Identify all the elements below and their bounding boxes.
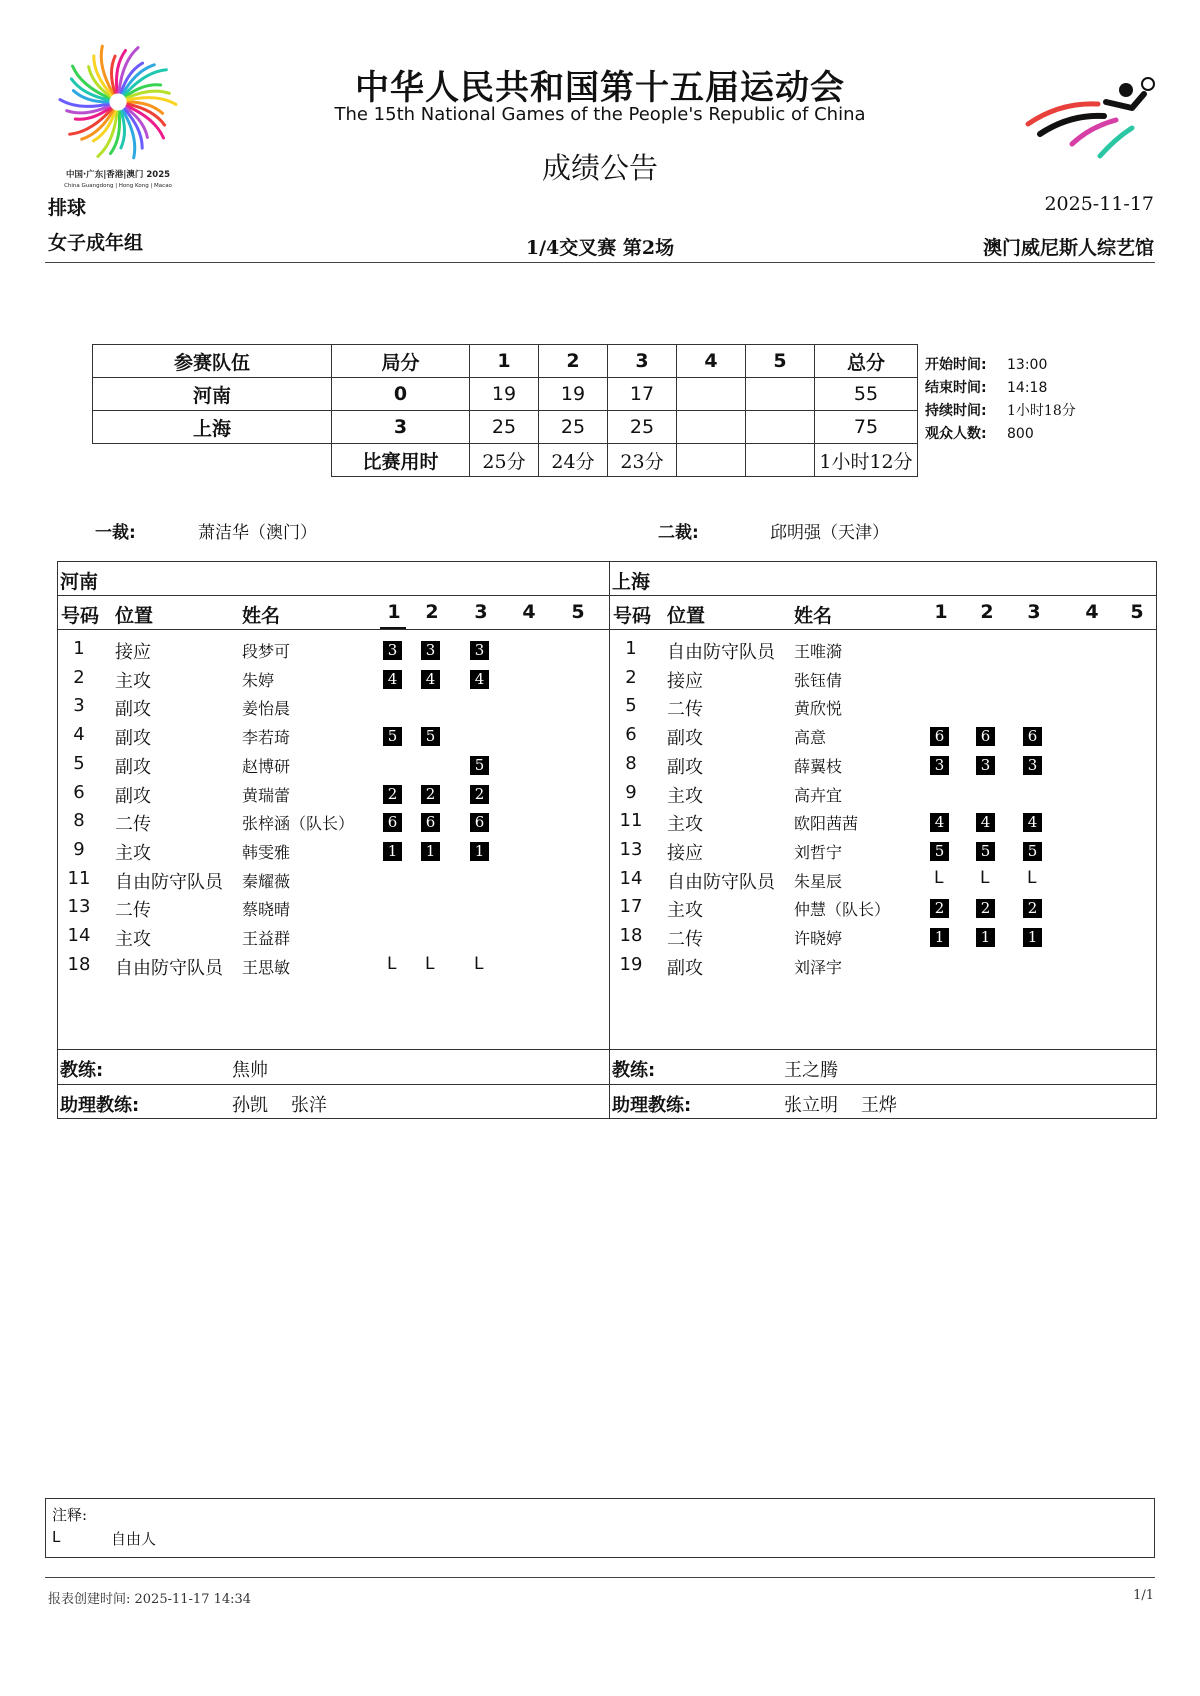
- player-name: 王唯漪: [794, 642, 843, 661]
- match-info: [925, 354, 1076, 446]
- header-set-4: 4: [677, 345, 746, 378]
- duration-label: 比赛用时: [332, 444, 470, 477]
- starting-position-badge: 4: [1023, 813, 1042, 832]
- column-set: 5: [1130, 601, 1144, 623]
- roster-line: [609, 595, 1157, 596]
- player-number: 19: [619, 953, 643, 975]
- player-row: [609, 810, 1157, 838]
- player-position: 自由防守队员: [667, 642, 775, 663]
- player-row: [609, 753, 1157, 781]
- player-number: 5: [73, 752, 85, 774]
- libero-marker: L: [934, 867, 944, 888]
- assistant-coaches: 张立明 王烨: [784, 1095, 897, 1116]
- player-number: 1: [73, 638, 85, 659]
- player-row: [57, 925, 609, 953]
- page-number: 1/1: [1133, 1588, 1154, 1603]
- player-position: 二传: [667, 699, 703, 721]
- player-position: 副攻: [667, 728, 703, 750]
- round: 1/4交叉赛 第2场: [525, 237, 675, 259]
- player-number: 8: [625, 752, 637, 774]
- player-row: [57, 667, 609, 695]
- set-underline: [380, 627, 406, 629]
- column-set: 2: [425, 601, 439, 623]
- starting-position-badge: 1: [421, 842, 440, 861]
- player-name: 许晓婷: [794, 929, 843, 948]
- player-number: 11: [619, 810, 643, 832]
- starting-position-badge: 1: [383, 842, 402, 861]
- header-set-2: 2: [539, 345, 608, 378]
- score-row-team-1: [93, 378, 918, 411]
- end-time: 14:18: [1007, 380, 1048, 396]
- starting-position-badge: 5: [930, 842, 949, 861]
- player-name: 高意: [794, 728, 827, 748]
- player-number: 2: [73, 666, 85, 688]
- player-row: [609, 954, 1157, 982]
- coach: 王之腾: [784, 1060, 838, 1081]
- start-time: 13:00: [1007, 357, 1048, 373]
- player-row: [57, 810, 609, 838]
- starting-position-badge: 3: [470, 641, 489, 660]
- player-number: 18: [67, 953, 91, 975]
- assistant-coach-label: 助理教练:: [612, 1095, 692, 1116]
- player-position: 主攻: [667, 814, 703, 836]
- second-referee: 邱明强（天津）: [770, 523, 889, 543]
- player-name: 赵博研: [242, 756, 291, 776]
- starting-position-badge: 4: [470, 670, 489, 689]
- player-position: 自由防守队员: [667, 871, 775, 893]
- starting-position-badge: 5: [383, 727, 402, 746]
- roster-line: [609, 1049, 1157, 1050]
- set-score: [746, 411, 815, 444]
- player-number: 2: [625, 666, 637, 688]
- title-en: The 15th National Games of the People's Republic of China: [334, 104, 866, 125]
- starting-position-badge: 3: [421, 641, 440, 660]
- player-name: 黄瑞蕾: [242, 785, 291, 805]
- logo-subtext: China Guangdong | Hong Kong | Macao: [64, 183, 172, 189]
- player-row: [57, 839, 609, 867]
- column-set: 1: [934, 601, 948, 623]
- libero-marker: L: [980, 867, 990, 888]
- first-referee: 萧洁华（澳门）: [198, 523, 317, 543]
- sets-won: 3: [332, 411, 470, 444]
- player-name: 黄欣悦: [794, 699, 843, 719]
- report-created-time: 报表创建时间: 2025-11-17 14:34: [48, 1592, 252, 1607]
- starting-position-badge: 6: [930, 727, 949, 746]
- player-number: 18: [619, 925, 643, 946]
- player-number: 1: [625, 638, 637, 659]
- starting-position-badge: 6: [470, 813, 489, 832]
- column-set: 5: [571, 601, 585, 623]
- starting-position-badge: 5: [976, 842, 995, 861]
- player-position: 自由防守队员: [115, 957, 223, 979]
- player-name: 王益群: [242, 929, 291, 948]
- header-set-3: 3: [608, 345, 677, 378]
- starting-position-badge: 2: [976, 899, 995, 918]
- set-duration: [746, 444, 815, 477]
- player-number: 8: [73, 810, 85, 832]
- libero-marker: L: [425, 953, 435, 974]
- coach-label: 教练:: [60, 1060, 104, 1081]
- player-row: [609, 724, 1157, 752]
- empty-cell: [93, 444, 332, 477]
- starting-position-badge: 4: [383, 670, 402, 689]
- player-number: 17: [619, 896, 643, 918]
- roster-line: [57, 1049, 609, 1050]
- set-score: 25: [470, 411, 539, 444]
- column-name: 姓名: [242, 605, 281, 627]
- header-sets-won: 局分: [332, 345, 470, 378]
- player-number: 4: [73, 724, 85, 746]
- player-position: 二传: [115, 814, 151, 836]
- set-score: [677, 378, 746, 411]
- player-name: 朱星辰: [794, 871, 843, 891]
- second-referee-label: 二裁:: [658, 523, 699, 543]
- player-row: [57, 782, 609, 810]
- starting-position-badge: 2: [1023, 899, 1042, 918]
- player-name: 王思敏: [242, 957, 291, 977]
- player-row: [609, 925, 1157, 953]
- starting-position-badge: 6: [421, 813, 440, 832]
- starting-position-badge: 6: [1023, 727, 1042, 746]
- libero-marker: L: [474, 953, 484, 974]
- player-position: 主攻: [667, 900, 703, 922]
- team-name: 河南: [93, 378, 332, 411]
- player-row: [57, 868, 609, 896]
- venue: 澳门威尼斯人综艺馆: [982, 237, 1154, 259]
- player-row: [57, 896, 609, 924]
- player-row: [609, 638, 1157, 666]
- player-number: 3: [73, 695, 85, 717]
- player-row: [609, 782, 1157, 810]
- set-score: 17: [608, 378, 677, 411]
- starting-position-badge: 5: [470, 756, 489, 775]
- roster-line: [57, 1084, 609, 1085]
- set-score: 19: [539, 378, 608, 411]
- header-total: 总分: [815, 345, 918, 378]
- player-row: [609, 896, 1157, 924]
- column-set: 4: [1085, 601, 1099, 623]
- column-number: 号码: [61, 605, 100, 627]
- player-position: 主攻: [115, 842, 151, 864]
- starting-position-badge: 3: [383, 641, 402, 660]
- coach-label: 教练:: [612, 1060, 656, 1081]
- player-row: [57, 954, 609, 982]
- player-position: 副攻: [115, 728, 151, 750]
- score-header-row: [93, 345, 918, 378]
- player-position: 主攻: [115, 670, 151, 692]
- player-name: 张钰倩: [794, 670, 843, 690]
- column-position: 位置: [115, 605, 154, 627]
- starting-position-badge: 6: [383, 813, 402, 832]
- starting-position-badge: 1: [1023, 928, 1042, 947]
- notes-title: 注释:: [52, 1506, 88, 1524]
- column-set: 3: [474, 601, 488, 623]
- player-position: 副攻: [667, 957, 703, 979]
- set-duration: 25分: [470, 444, 539, 477]
- player-number: 6: [73, 781, 85, 803]
- player-row: [57, 695, 609, 723]
- score-table: [92, 344, 918, 477]
- starting-position-badge: 1: [976, 928, 995, 947]
- starting-position-badge: 5: [421, 727, 440, 746]
- header-team: 参赛队伍: [93, 345, 332, 378]
- player-position: 副攻: [115, 699, 151, 721]
- column-name: 姓名: [794, 605, 833, 627]
- player-name: 姜怡晨: [242, 699, 291, 719]
- column-set: 3: [1027, 601, 1041, 623]
- assistant-coach-label: 助理教练:: [60, 1095, 140, 1116]
- logo-text: 中国·广东|香港|澳门 2025: [65, 170, 171, 180]
- player-name: 秦耀薇: [242, 871, 291, 891]
- set-duration: 23分: [608, 444, 677, 477]
- player-name: 李若琦: [242, 728, 291, 748]
- player-number: 9: [625, 781, 637, 803]
- player-position: 接应: [667, 670, 703, 692]
- starting-position-badge: 2: [470, 785, 489, 804]
- starting-position-badge: 2: [930, 899, 949, 918]
- starting-position-badge: 5: [1023, 842, 1042, 861]
- player-position: 接应: [667, 842, 703, 864]
- player-position: 副攻: [115, 785, 151, 807]
- roster-line: [57, 595, 609, 596]
- starting-position-badge: 3: [930, 756, 949, 775]
- starting-position-badge: 6: [976, 727, 995, 746]
- coach: 焦帅: [232, 1060, 268, 1081]
- roster-line: [609, 1084, 1157, 1085]
- set-score: 25: [608, 411, 677, 444]
- category: 女子成年组: [48, 232, 144, 254]
- player-position: 二传: [115, 900, 151, 922]
- header-set-1: 1: [470, 345, 539, 378]
- starting-position-badge: 1: [930, 928, 949, 947]
- player-name: 韩雯雅: [242, 842, 291, 862]
- title-cn: 中华人民共和国第十五届运动会: [355, 68, 845, 108]
- start-time-label: 开始时间:: [925, 357, 987, 373]
- starting-position-badge: 4: [930, 813, 949, 832]
- total-points: 75: [815, 411, 918, 444]
- notes-description: 自由人: [111, 1530, 157, 1548]
- player-name: 刘泽宇: [794, 957, 843, 977]
- header-divider: [45, 262, 1155, 263]
- player-number: 13: [619, 838, 643, 860]
- set-duration: 24分: [539, 444, 608, 477]
- player-position: 副攻: [115, 756, 151, 778]
- header-set-5: 5: [746, 345, 815, 378]
- player-row: [609, 667, 1157, 695]
- player-number: 11: [67, 867, 91, 889]
- player-position: 主攻: [115, 929, 151, 950]
- roster-team-name: 河南: [60, 571, 99, 593]
- assistant-coaches: 孙凯 张洋: [232, 1095, 327, 1116]
- player-name: 蔡晓晴: [242, 900, 291, 920]
- player-name: 高卉宜: [794, 785, 843, 805]
- sets-won: 0: [332, 378, 470, 411]
- player-row: [609, 695, 1157, 723]
- column-number: 号码: [613, 605, 652, 627]
- player-number: 14: [619, 867, 643, 889]
- set-score: [677, 411, 746, 444]
- player-number: 9: [73, 838, 85, 860]
- notes-code: L: [52, 1528, 61, 1546]
- player-name: 刘哲宁: [794, 842, 843, 862]
- end-time-label: 结束时间:: [925, 380, 987, 396]
- starting-position-badge: 4: [976, 813, 995, 832]
- document-type: 成绩公告: [541, 151, 658, 185]
- player-name: 仲慧（队长）: [794, 900, 891, 920]
- score-row-team-2: [93, 411, 918, 444]
- libero-marker: L: [1027, 867, 1037, 888]
- set-score: 25: [539, 411, 608, 444]
- player-number: 13: [67, 896, 91, 918]
- column-set: 4: [522, 601, 536, 623]
- player-row: [57, 753, 609, 781]
- total-points: 55: [815, 378, 918, 411]
- duration-label: 持续时间:: [925, 403, 987, 419]
- player-number: 6: [625, 724, 637, 746]
- player-number: 5: [625, 695, 637, 717]
- date: 2025-11-17: [1044, 193, 1154, 215]
- set-duration: [677, 444, 746, 477]
- player-row: [609, 839, 1157, 867]
- set-score: 19: [470, 378, 539, 411]
- starting-position-badge: 2: [421, 785, 440, 804]
- total-duration: 1小时12分: [815, 444, 918, 477]
- spectators-label: 观众人数:: [925, 426, 987, 442]
- player-row: [57, 638, 609, 666]
- column-position: 位置: [667, 605, 706, 627]
- player-name: 张梓涵（队长）: [242, 814, 355, 834]
- footer-divider: [45, 1577, 1155, 1578]
- notes-box: [45, 1498, 1155, 1558]
- spectators: 800: [1007, 426, 1034, 442]
- player-name: 朱婷: [242, 670, 275, 690]
- column-set: 2: [980, 601, 994, 623]
- player-position: 主攻: [667, 785, 703, 807]
- libero-marker: L: [387, 953, 397, 974]
- starting-position-badge: 2: [383, 785, 402, 804]
- match-duration: 1小时18分: [1007, 403, 1076, 419]
- player-name: 段梦可: [242, 642, 291, 661]
- player-row: [609, 868, 1157, 896]
- roster-line: [57, 629, 609, 630]
- team-name: 上海: [93, 411, 332, 444]
- duration-row: [93, 444, 918, 477]
- roster-line: [609, 629, 1157, 630]
- first-referee-label: 一裁:: [95, 523, 136, 543]
- player-name: 欧阳茜茜: [794, 814, 859, 834]
- starting-position-badge: 3: [1023, 756, 1042, 775]
- column-set: 1: [387, 601, 401, 623]
- player-position: 二传: [667, 929, 703, 950]
- starting-position-badge: 4: [421, 670, 440, 689]
- player-number: 14: [67, 925, 91, 946]
- sport: 排球: [48, 197, 87, 219]
- player-name: 薛翼枝: [794, 756, 843, 776]
- player-row: [57, 724, 609, 752]
- player-position: 自由防守队员: [115, 871, 223, 893]
- starting-position-badge: 3: [976, 756, 995, 775]
- starting-position-badge: 1: [470, 842, 489, 861]
- set-score: [746, 378, 815, 411]
- player-position: 接应: [115, 642, 151, 663]
- roster-team-name: 上海: [612, 571, 651, 593]
- player-position: 副攻: [667, 756, 703, 778]
